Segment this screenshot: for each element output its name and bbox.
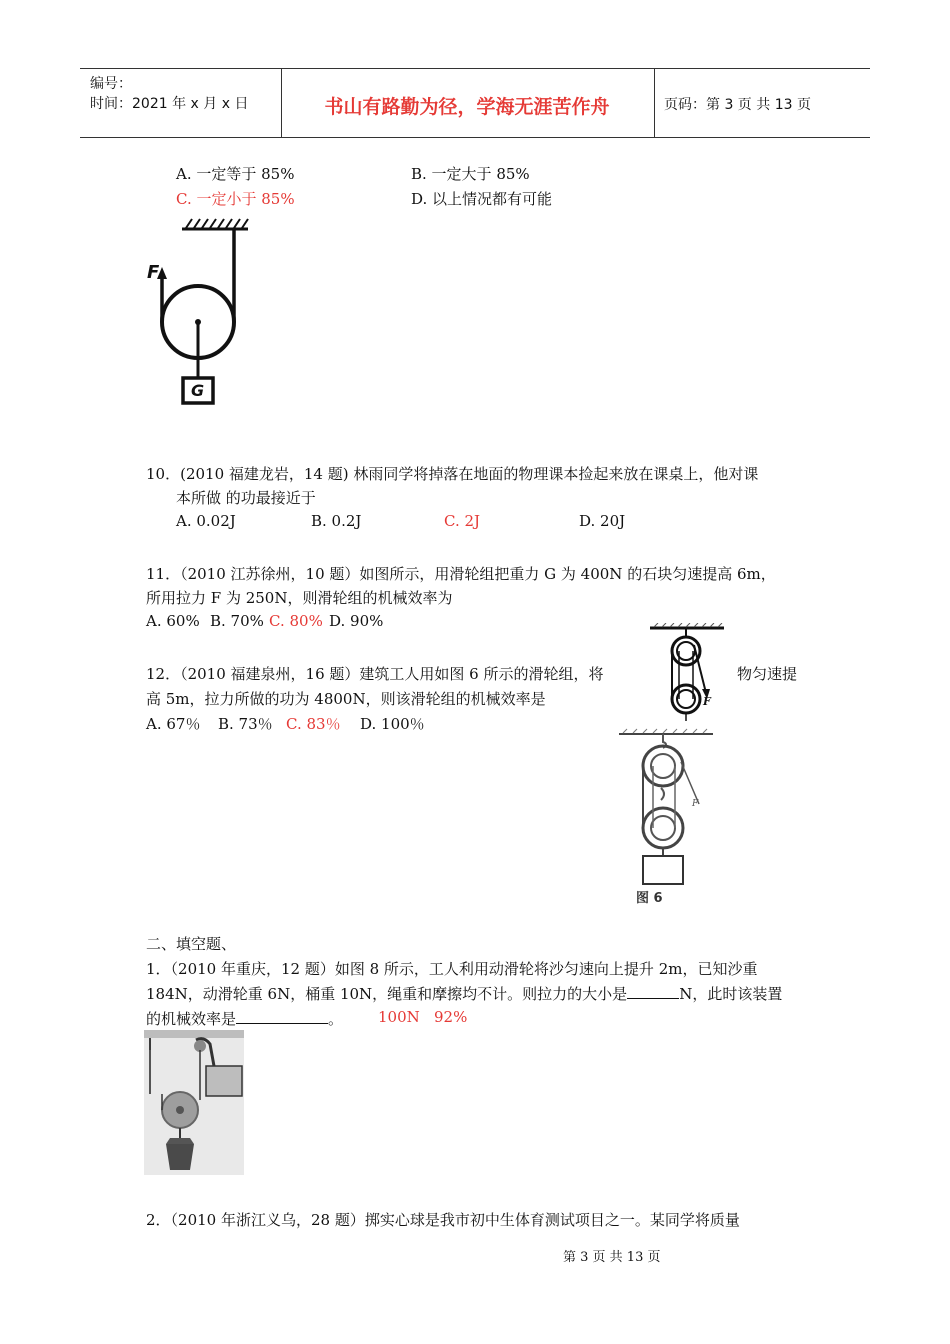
weight-label: G	[191, 381, 205, 400]
fill-q1-answer-1: 100N	[378, 1008, 420, 1026]
q10-option-d: D. 20J	[579, 512, 626, 530]
q10-option-c: C. 2J	[444, 512, 481, 530]
force-label-fig6: F	[692, 799, 699, 809]
q10-stem-line1: 10．(2010 福建龙岩，14 题) 林雨同学将掉落在地面的物理课本捡起来放在课桌上，他对课	[146, 465, 759, 483]
fill-q1-line2	[146, 983, 782, 1004]
q12-option-c: C. 83％	[286, 715, 341, 733]
q12-option-b: B. 73％	[218, 715, 273, 733]
q9-option-c: C. 一定小于 85%	[176, 190, 295, 208]
q10-stem-line2: 本所做 的功最接近于	[176, 489, 316, 507]
fill-q1-line2-text: 184N，动滑轮重 6N，桶重 10N，绳重和摩擦均不计。则拉力的大小是	[146, 985, 628, 1003]
q12-stem-line1-tail: 物匀速提	[737, 665, 798, 683]
fill-q1-answer-2: 92%	[434, 1008, 468, 1026]
header-motto: 书山有路勤为径，学海无涯苦作舟	[324, 96, 610, 118]
answer-blank[interactable]	[627, 984, 679, 999]
pulley-block-figure-6	[617, 728, 717, 888]
date-label: 时间：2021 年 x 月 x 日	[90, 96, 249, 112]
answer-blank[interactable]	[236, 1009, 328, 1024]
q10-option-a: A. 0.02J	[176, 512, 236, 530]
q9-option-b: B. 一定大于 85%	[411, 165, 530, 183]
fill-q1-line3	[146, 1008, 343, 1029]
q11-stem-line2: 所用拉力 F 为 250N，则滑轮组的机械效率为	[146, 589, 453, 607]
section-title: 二、填空题、	[146, 935, 237, 953]
movable-pulley-figure	[144, 1030, 244, 1175]
q11-option-a: A. 60%	[146, 612, 200, 630]
q11-stem-line1: 11．（2010 江苏徐州，10 题）如图所示，用滑轮组把重力 G 为 400N 的石块匀速提高 6m，	[146, 565, 776, 583]
pulley-block-figure-q11	[648, 623, 728, 723]
q11-option-c: C. 80%	[269, 612, 323, 630]
q11-option-b: B. 70%	[210, 612, 264, 630]
number-label: 编号：	[90, 76, 132, 92]
q11-option-d: D. 90%	[329, 612, 384, 630]
figure-6-caption: 图 6	[636, 891, 663, 906]
q10-option-b: B. 0.2J	[311, 512, 362, 530]
fill-q1-line3-tail: 。	[328, 1010, 344, 1028]
fill-q1-line2-tail: N，此时该装置	[679, 985, 783, 1003]
q12-option-d: D. 100％	[360, 715, 425, 733]
q12-stem-line1: 12．（2010 福建泉州，16 题）建筑工人用如图 6 所示的滑轮组，将	[146, 665, 604, 683]
fill-q1-line3-text: 的机械效率是	[146, 1010, 237, 1028]
force-label: F	[147, 262, 160, 283]
fill-q2-line1: 2．（2010 年浙江义乌，28 题）掷实心球是我市初中生体育测试项目之一。某同学将质量	[146, 1211, 740, 1229]
q12-stem-line2: 高 5m，拉力所做的功为 4800N，则该滑轮组的机械效率是	[146, 690, 546, 708]
header-divider	[654, 69, 655, 137]
page-info: 页码：第 3 页 共 13 页	[664, 97, 811, 113]
q9-option-a: A. 一定等于 85%	[176, 165, 295, 183]
page-footer: 第 3 页 共 13 页	[563, 1250, 661, 1265]
force-label-q11: F	[703, 695, 711, 708]
fill-q1-line1: 1．（2010 年重庆，12 题）如图 8 所示，工人利用动滑轮将沙匀速向上提升 2m，已知沙重	[146, 960, 758, 978]
q9-option-d: D. 以上情况都有可能	[411, 190, 553, 208]
q12-option-a: A. 67％	[146, 715, 201, 733]
